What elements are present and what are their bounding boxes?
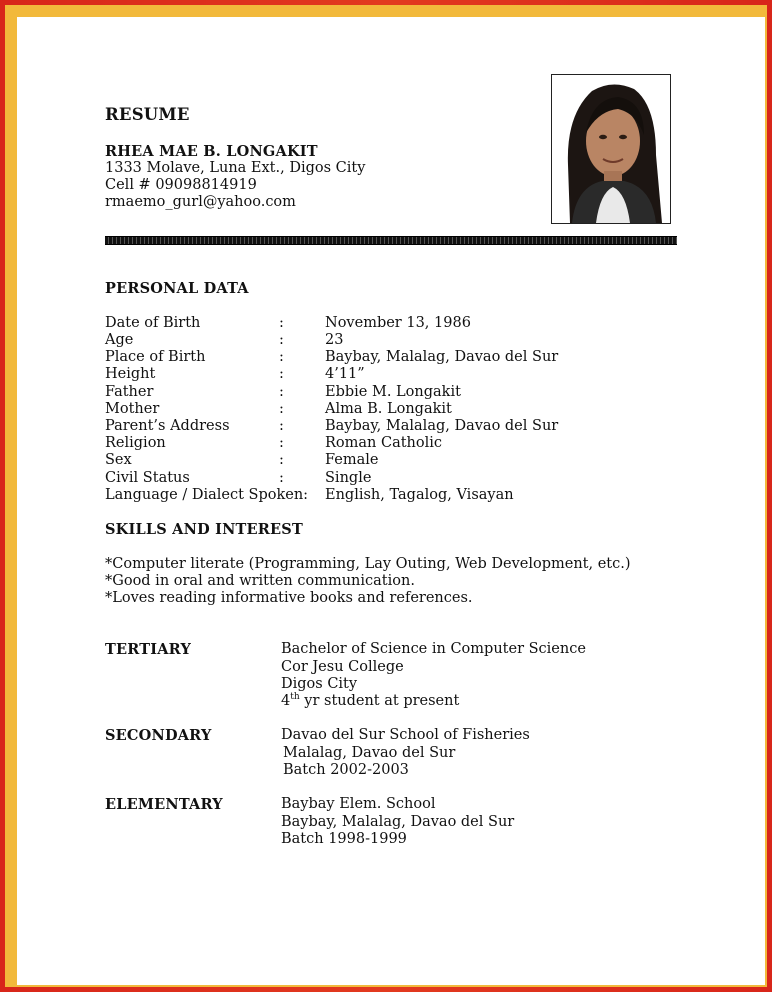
skills-heading: SKILLS AND INTEREST [105,521,303,538]
row-separator: : [279,384,284,400]
header-divider [105,236,677,245]
applicant-photo [551,74,671,224]
row-separator: : [279,332,284,348]
row-value: Baybay, Malalag, Davao del Sur [325,349,559,365]
tertiary-school: Cor Jesu College [281,659,404,675]
elementary-label: ELEMENTARY [105,796,223,813]
row-value: English, Tagalog, Visayan [325,487,514,503]
row-separator: : [279,435,284,451]
year-text: yr student at present [299,693,460,709]
applicant-cell: Cell # 09098814919 [105,177,257,193]
applicant-email: rmaemo_gurl@yahoo.com [105,194,296,210]
row-value: Ebbie M. Longakit [325,384,461,400]
elementary-batch: Batch 1998-1999 [281,831,407,847]
row-value: 23 [325,332,344,348]
row-value: November 13, 1986 [325,315,471,331]
row-separator: : [279,349,284,365]
row-value: Baybay, Malalag, Davao del Sur [325,418,559,434]
secondary-location: Malalag, Davao del Sur [283,745,456,761]
skill-item: *Loves reading informative books and references. [105,590,473,606]
row-label: Mother [105,401,160,417]
row-separator: : [279,452,284,468]
row-value: Female [325,452,379,468]
secondary-school: Davao del Sur School of Fisheries [281,727,530,743]
skill-item: *Computer literate (Programming, Lay Outing, Web Development, etc.) [105,556,631,572]
frame-border [5,5,767,987]
year-number: 4 [281,693,291,709]
row-label: Civil Status [105,470,190,486]
secondary-label: SECONDARY [105,727,212,744]
tertiary-year-status [281,693,459,710]
elementary-school: Baybay Elem. School [281,796,436,812]
applicant-name: RHEA MAE B. LONGAKIT [105,143,318,160]
row-value: Single [325,470,372,486]
row-label: Date of Birth [105,315,201,331]
row-separator: : [279,470,284,486]
row-label: Place of Birth [105,349,206,365]
row-value: Roman Catholic [325,435,443,451]
row-label: Height [105,366,156,382]
photo-portrait [552,75,670,223]
tertiary-degree: Bachelor of Science in Computer Science [281,641,586,657]
resume-heading: RESUME [105,105,190,124]
row-label: Language / Dialect Spoken: [105,487,309,503]
resume-page [17,17,765,985]
row-separator: : [279,418,284,434]
row-value: Alma B. Longakit [325,401,452,417]
elementary-location: Baybay, Malalag, Davao del Sur [281,814,515,830]
resume-document [17,17,765,985]
tertiary-label: TERTIARY [105,641,192,658]
skill-item: *Good in oral and written communication. [105,573,415,589]
tertiary-location: Digos City [281,676,358,692]
row-label: Age [105,332,134,348]
row-separator: : [279,401,284,417]
personal-data-heading: PERSONAL DATA [105,280,249,297]
row-label: Father [105,384,154,400]
row-separator: : [279,366,284,382]
row-label: Religion [105,435,166,451]
applicant-address: 1333 Molave, Luna Ext., Digos City [105,160,366,176]
row-separator: : [279,315,284,331]
row-value: 4’11” [325,366,365,382]
year-suffix: th [290,692,300,703]
secondary-batch: Batch 2002-2003 [283,762,409,778]
row-label: Sex [105,452,132,468]
row-label: Parent’s Address [105,418,230,434]
